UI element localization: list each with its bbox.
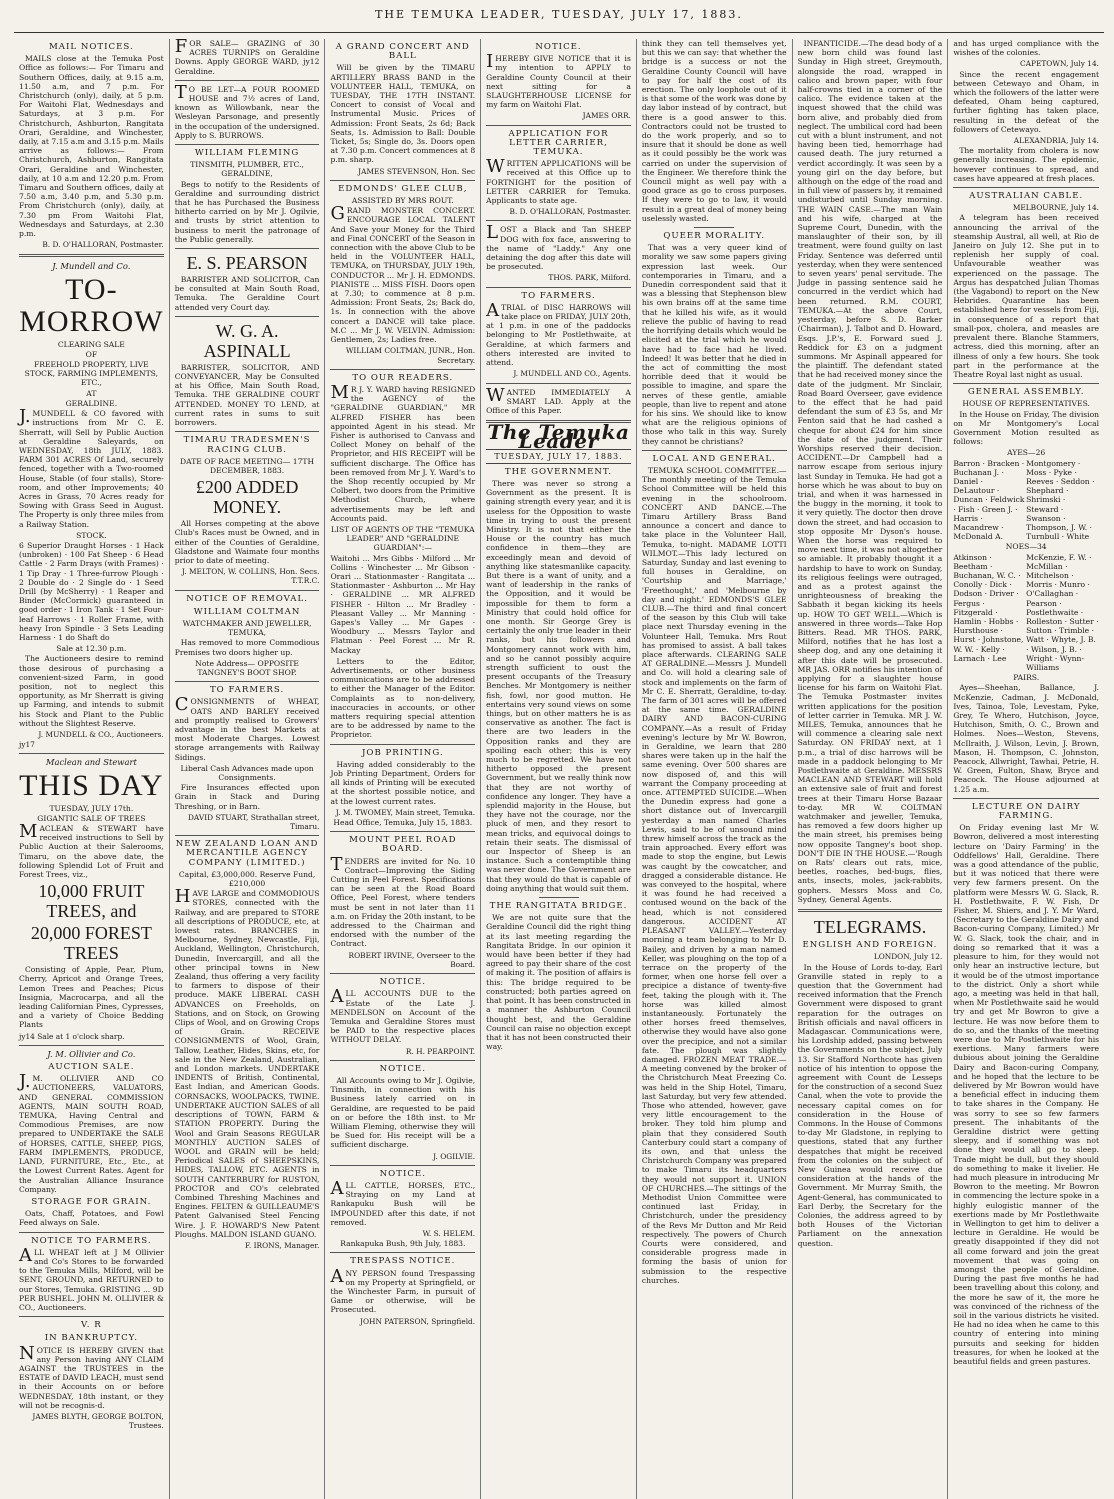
nzloan-heading: NEW ZEALAND LOAN AND MERCANTILE AGENCY COMPANY (LIMITED.) [175,839,319,868]
divider [175,835,320,836]
nzloan-capital: Capital, £3,000,000. Reserve Fund, £210,000 [178,869,316,889]
letter-carrier-ad [486,130,631,217]
divider [330,1165,475,1166]
mail-notices [19,43,164,249]
farmers-body: ATRIAL of DISC HARROWS will take place on FRIDAY, JULY 20th, at 1 p.m. in one of the paddocks belonging to Mr Postlethwaite, at Geraldine, at which farmers and others interested are invited to attend. [486,299,631,368]
divider [486,125,631,126]
racing-heading: TIMARU TRADESMEN'S RACING CLUB. [183,435,311,455]
morality-heading: QUEER MORALITY. [663,231,766,242]
notice-heading: NOTICE. [379,1168,426,1179]
concert-signature: JAMES STEVENSON, Hon. Sec [358,166,476,176]
bridge-continued [642,39,787,223]
stock-list: 6 Superior Draught Horses · 1 Hack (unbroken) · 100 Fat Sheep · 6 Head Cattle · 2 Farm Drays (with Frames) · 1 Tip Dray · 1 Three-furrow Plough · 2 Double do · 2 Single do · 1 Seed Drill (by McSherry) · 1 Reaper and Binder (McCormick) guaranteed in good order · 1 Iron Tank · 1 Set Four-leaf Harrows · 1 Roller Frame, with heavy Iron Spindle · 3 Sets Leading Harness · 1 do Shaft do [19,540,164,642]
assembly-sub: HOUSE OF REPRESENTATIVES. [962,399,1090,409]
auction-heading: GIGANTIC SALE OF TREES [37,813,146,823]
bridge-heading: THE RANGITATA BRIDGE. [489,901,628,912]
noes-right: McKenzie, F. W. · McMillan · Mitchelson · Morris · Munro · O'Callaghan · Pearson · Postlethwaite · Rolleston · Sutter · Sutton · Trimble · Watt · Whyte, J. B. · Wilson, J. B. · Wright · Wynn-Williams [1026,552,1099,672]
sale-time: Sale at 12.30 p.m. [56,644,127,654]
divider [330,973,475,974]
divider [953,383,1099,384]
pearson-name: E. S. PEARSON [186,253,308,274]
bankruptcy-signature: JAMES BLYTH, GEORGE BOLTON, Trustees. [32,1411,164,1431]
auction-sub: CLEARING SALE [57,339,125,349]
notice-signature: J. OGILVIE. [433,1151,476,1161]
telegrams [798,917,943,1248]
bridge-body: We are not quite sure that the Geraldine Council did the right thing at its last meeting regarding the Rangitata Bridge. In our opinion it would have been better if they had agreed to pay their share of the cost of making it. The position of affairs is this: The bridge required to be constructed; both parties agreed on that point. It has been constructed in a manner the Ashburton Council thought best, and the Geraldine Council can raise no objection except that it has not been constructed their way. [486,913,631,1052]
page-masthead [14,8,1104,33]
bankruptcy-heading: IN BANKRUPTCY. [44,1333,138,1344]
divider [19,1316,164,1317]
ayes-heading: AYES—26 [1007,448,1046,458]
cable-heading: AUSTRALIAN CABLE. [969,191,1084,202]
local-body: TEMUKA SCHOOL COMMITTEE.—The monthly meeting of the Temuka School Committee will be held this evening in the schoolroom. CONCERT AND DANCE.—The Timaru Artillery Brass Band announce a concert and dance to take place in the Volunteer Hall, Temuka, to-night. MADAME LOTTI WILMOT.—This lady lectured on Saturday, Sunday and last evening to full houses in Geraldine, on 'Courtship and Marriage,' 'Freethought,' and 'Melbourne by day and night.' EDMONDS'S GLEE CLUB.—The third and final concert of the season by this Club will take place next Thursday evening in the Volunteer Hall, Temuka. Mrs Rout has promised to assist. A ball takes place afterwards. CLEARING SALE AT GERALDINE.—Messrs J. Mundell and Co. will hold a clearing sale of stock and implements on the farm of Mr C. E. Sherratt, Geraldine, to-day. The farm of 301 acres will be offered at the same time. GERALDINE DAIRY AND BACON-CURING COMPANY.—As a result of Friday evening's lecture by Mr W. Bowron, in Geraldine, we learn that 280 shares were taken up in the half the same evening. Over 500 shares are now disposed of, and this will warrant the Company proceeding at once. ATTEMPTED SUICIDE.—When the Dunedin express had gone a short distance out of Invercargill yesterday a man named Charles Lewis, said to be of unsound mind threw himself across the track as the train approached. Every effort was made to stop the engine, but Lewis was caught by the cowcatcher, and dragged a considerable distance. He was conveyed to the hospital, where it was found he had received a contused wound on the back of the head, which is not considered dangerous. ACCIDENT AT PLEASANT VALLEY.—Yesterday morning a team belonging to Mr D. Bailey, and driven by a man named Keller, was ploughing on the top of a terrace on the property of the former, when one horse fell over a precipice a distance of twenty-five feet, taking the plough with it. The horse was killed almost instantaneously. Fortunately the other horses freed themselves, otherwise they would have also gone over the precipice, and not a similar fate. The plough was slightly damaged. FROZEN MEAT TRADE.—A meeting convened by the broker of the Christchurch Meat Freezing Co. was held in the Ship Hotel, Timaru, last Saturday, but very few attended. Those who attended, however, gave very little encouragement to the broker. They told him plump and plain that they considered South Canterbury could start a company of its own, and that unless the Christchurch Company was prepared to make Timaru its headquarters they would not support it. UNION OF CHURCHES.—The sittings of the Methodist Union Committee were continued last Friday, in Christchurch, under the presidency of the Revs Mr Dutton and Mr Reid respectively. The powers of Church Courts were considered, and considerable progress made in forming the basis of union for submission to the respective churches. [641,465,787,1285]
divider [330,369,475,370]
column-7 [948,39,1104,1499]
divider [19,1045,164,1046]
divider [19,254,164,257]
fleming-name: WILLIAM FLEMING [194,148,300,159]
telegrams-body: In the House of Lords to-day, Earl Granville stated in reply to a question that the Government had received information that the French Government were disposed to grant reparation for the outrages on British officials and naval officers in Madagascar. Communications were, his Lordship added, passing between the Governments on the subject. July 13. Sir Stafford Northcote has given notice of his intention to oppose the agreement with Count de Lesseps for the construction of a second Suez Canal, when the vote to provide the necessary capital comes on for consideration in the House of Commons. In the House of Commons to-day Mr Gladstone, in replying to questions, stated that any further despatches that might be received from the colonies on the subject of New Guinea would receive due consideration at the hands of the Government. Mr Murray Smith, the Agent-General, has communicated to Earl Derby, the Secretary for the Colonies, the address agreed to by both Houses of the Victorian Parliament on the annexation question. [797,962,943,1248]
removal-heading: NOTICE OF REMOVAL. [186,593,308,604]
divider [330,1252,475,1253]
trespass-heading: TRESPASS NOTICE. [350,1256,456,1267]
forsale-body: FOR SALE— GRAZING of 30 ACRES TURNIPS on Geraldine Downs. Apply GEORGE WARD, jy12 Geraldine. [174,39,320,76]
paper-nameplate: The Temuka Leader [487,420,630,454]
aspinall-name: W. G. A. ASPINALL [203,320,291,361]
divider [19,1232,164,1233]
capetown-date: CAPETOWN, July 14. [1020,59,1100,69]
noes-list [953,553,1099,673]
telegrams-continued [953,39,1099,183]
ayes-right: Montgomery · Moss · Pyke · Reeves · Seddon · Shephard · Shrimski · Steward · Swanson · Thompson, J. W. · Turnbull · White [1026,458,1095,542]
coltman-trade: WATCHMAKER AND JEWELLER, TEMUKA, [182,618,312,638]
divider [19,753,164,754]
auction-signature: J. MUNDELL & CO., Auctioneers. [38,730,164,739]
local-continued-body: INFANTICIDE.—The dead body of a new born child was found last Sunday in High street, Greymouth, alongside the road, wrapped in calico and brown paper, with four half-crowns tied in a corner of the calico. The evidence taken at the inquest showed that the child was born alive, and probably died from neglect. The umbilical cord had been cut with a blunt instrument, and not having been tied, hemorrhage had caused death. The jury returned a verdict accordingly. It was seen by a young girl on the day before, but although on the edge of the road and in full view of passers by, it remained undisturbed until Sunday morning. THE WAIN CASE.—The man Wain and his wife, charged at the Supreme Court, Dunedin, with the manslaughter of their son, by ill treatment, were found guilty on last Friday. Sentence was deferred until yesterday, when they were sentenced to seven years' penal servitude. The Judge in passing sentence said he concurred in the verdict which had been returned. R.M. COURT, TEMUKA.—At the above Court, yesterday, before S. D. Barker (Chairman), J. Talbot and D. Howard, Esqs. J.P.'s, E. Forward sued J. Reddick for £3 on a judgment summons. Mr Aspinall appeared for the plaintiff. The defendant stated that he had received money since the date of the judgment. Mr Sinclair, Road Board Overseer, gave evidence to the effect that he had paid defendant the sum of £3 5s, and Mr Fenton said that he had cashed a cheque for about £24 for him since the date of the judgment. Their Worships reserved their decision. ACCIDENT.—Dr Campbell had a narrow escape from serious injury last Sunday in Temuka. He had got a horse which he was about to buy on trial, and when it was harnessed in the buggy in the morning, it took to it very quietly. The doctor then drove down the street, and had occasion to stop opposite Mr Dyson's house. When the horse was required to move next time, it was not altogether so amiable. It probably thought it a hardship to have to work on Sunday, its religious feelings were outraged, and as a protest against the unrighteousness of breaking the Sabbath it began kicking its heels up. HOW TO GET WELL.—Which is answered in three words—Take Hop Bitters. Read. MR THOS. PARK, Milford, notifies that he has lost a sheep dog, and any one detaining it after this date will be prosecuted. MR JAS. ORR notifies his intention of applying for a slaughter house license for his farm on Waitohi Flat. The Temuka Postmaster invites written applications for the position of letter carrier in Temuka. MR J. W. MILES, Temuka, announces that he will commence a clearing sale next Saturday. ON FRIDAY next, at 1 p.m., a trial of disc harrows will be made in a paddock belonging to Mr Postlethwaite at Geraldine. MESSRS MACLEAN AND STEWART will hold an extensive sale of fruit and forest trees at their Timaru Horse Bazaar to-day. MR W. COLTMAN watchmaker and jeweller, Temuka, has removed a few doors higher up the main street, his premises being now opposite Tangney's boot shop. DON'T DIE IN THE HOUSE.—'Rough on Rats' clears out rats, mice, beetles, roaches, bed-bugs, flies, ants, insects, moles, jack-rabbits, gophers. Messrs Moss and Co, Sydney, General Agents. [797,39,943,904]
auction-detail: Consisting of Apple, Pear, Plum, Cherry, Apricot and Orange Trees, Lemon Trees and Peaches; Picus Insignia, Macrocarpa, and all the leading Californian Pines, Cypresses, and a variety of Choice Bedding Plants [19,965,164,1030]
glee-signature: WILLIAM COLTMAN, JUNR., Hon. Secretary. [345,346,476,365]
telegrams-continued-body: and has urged compliance with the wishes of the colonies. [953,39,1100,58]
editorial-bridge [486,902,631,1051]
peel-heading: MOUNT PEEL ROAD BOARD. [349,835,457,855]
coltman-ad [175,595,320,678]
divider [798,909,943,912]
divider [175,681,320,682]
divider [486,383,631,384]
racing-date: DATE OF RACE MEETING— 17TH DECEMBER, 1883. [180,456,315,475]
notice-date: Rankapuka Bush, 9th July, 1883. [340,1239,466,1249]
notice-heading: NOTICE. [535,42,582,52]
noes-heading: NOES—34 [1005,542,1047,552]
glee-body: GRAND MONSTER CONCERT. ENCOURAGE LOCAL TALENT And Save your Money for the Third and Final CONCERT of the Season in connection with the above Club to be held in the VOLUNTEER HALL, TEMUKA, on THURSDAY, JULY 19th, CONDUCTOR ... Mr J. H. EDMONDS. PIANISTE ... MISS FISH. Doors open at 7.30; to commence at 8 p.m. Admission: Front Seats, 2s; Back do, 1s. In connection with the above concert a DANCE will take place. M.C ... Mr J. W. VELVIN. Admission: Gentlemen, 2s; Ladies free. [330,203,476,345]
trespass-body: ANY PERSON found Trespassing on my Property at Springfield, or the Winchester Farm, in pursuit of Game or otherwise, will be Prosecuted. [330,1265,476,1315]
lost-body: LOST a Black and Tan SHEEP DOG with fox face, answering to the name of "Laddy." Any one detaining the dog after this date will be prosecuted. [486,222,631,272]
racing-signature: J. MELTON, W. COLLINS, Hon. Secs. T.T.R.C. [181,567,320,586]
masthead-title: THE TEMUKA LEADER, TUESDAY, JULY 17, 1883. [375,8,743,21]
storage-heading: STORAGE FOR GRAIN. [31,1196,152,1207]
carrier-signature: B. D. O'HALLORAN, Postmaster. [509,207,631,217]
readers-notice [330,374,475,740]
peel-signature: ROBERT IRVINE, Overseer to the Board. [348,950,476,969]
govt-body: There was never so strong a Government as the present. It is gaining strength every year, and it is useless for the Opposition to waste time in trying to oust the present Ministry. It is not that either the House or the country has much confidence in them—they are exceedingly mean and devoid of anything like statesmanlike capacity. But there is a want of unity, and a want of leadership in the ranks of the Opposition, and it would be impossible for them to form a Ministry that could hold office for one month. Sir George Grey is certainly the only true leader in their ranks, but his followers and Montgomery cannot work with him, and so he cannot possibly acquire strength sufficient to oust the present occupants of the Treasury Benches. Mr Montgomery is neither fish, fowl, nor good mutton. He entertains very sound views on some things, but on other matters he is as conservative as another. The fact is there are two leaders in the Opposition ranks and they are spoiling each other; this is very much to be regretted. We have not hitherto opposed the present Government, but we really think now that they are not worthy of confidence any longer. They have a splendid majority in the House, but they have not the courage, nor the pluck of men, and they resort to mean tricks, and equivocal doings to retain their seats. The dismissal of our Inspector of Sheep is an instance. Such a contemptible thing was never done. The Government are that they would do that is capable of doing anything that would suit them. [486,478,631,893]
glee-club-ad [330,185,475,365]
column-4 [481,39,637,1499]
printing-ad [330,749,475,828]
divider [330,180,475,181]
farmers-body: ALL WHEAT left at J M Ollivier and Co's Stores to be forwarded to the Temuka Mills, Milford, will be SENT, GROUND, and RETURNED to our Stores, Temuka. GRISTING ... 9D PER BUSHEL. JOHN M. OLLIVIER & CO., Auctioneers. [19,1244,164,1312]
storage-body: Oats, Chaff, Potatoes, and Fowl Feed always on Sale. [19,1209,164,1228]
auction-sub: FREEHOLD PROPERTY, LIVE STOCK, FARMING IMPLEMENTS, ETC., [24,360,159,388]
columns [14,39,1104,1499]
pearson-ad [175,253,320,312]
alexandria-body: The mortality from cholera is now generally increasing. The epidemic, however continues to spread, and cases have appeared at fresh places. [953,146,1100,183]
bridge-continued-body: think they can tell themselves yet, but this we can say: that whether the bridge is a success or not the Geraldine County Council will have to pay for half the cost of its erection. The only loophole out of it is that some of the work was done by day labor instead of by contract, but there is a good answer to this. Contractors could not be trusted to do the work properly, and so to insure that it should be done as well as it could possibly be the work was carried on under the supervision of the Engineer. We therefore think the Council might as well pay with a good grace as go to cross purposes. If they were to go to law, it would result in a great deal of money being uselessly wasted. [641,39,787,223]
notice-1 [330,978,475,1056]
bankruptcy-notice [19,1321,164,1430]
wanted-ad [486,384,631,416]
assembly-heading: GENERAL ASSEMBLY. [967,387,1085,398]
nzloan-signature: F. IRONS, Manager. [244,1240,320,1250]
morality-body: That was a very queer kind of morality we saw some papers giving expression last week. Our contemporaries in Timaru, and a Dunedin correspondent said that it was a blessing that Stephenson blew his own brains off at the same time that he killed his wife, as it would relieve the public of having to read the horrifying details which would be elicited at the trial which he would have had to face had he lived. Indeed! It was better that he died in the act of committing the most horrible deed that it would be possible to imagine, and spare the nerves of these gentle, amiable people, than live to repent and atone for his sins. We should like to know what are the religious opinions of those who talk in this way. Surely they cannot be christians? [641,243,787,446]
noes-left: Atkinson · Beetham · Buchanan, W. C. · Conolly · Dick · Dodson · Driver · Fergus · Fitzgerald · Hamlin · Hobbs · Hursthouse · Hurst · Johnstone, W. W. · Kelly · Larnach · Lee [953,552,1024,663]
farmers-heading: NOTICE TO FARMERS. [31,1235,152,1246]
telegrams-sub: ENGLISH AND FOREIGN. [802,940,938,951]
trespass-notice [330,1257,475,1325]
cable-body: A telegram has been received announcing the arrival of the steamship Austral, all well, at Rio de Janeiro on July 12. She put in to replenish her supply of coal. Unfavourable weather was experienced on the passage. The Argus has despatched Julian Thomas (the Vagabond) to report on the New Hebrides. Quarantine has been established here for vessels from Fiji, in consequence of a report that small-pox, cholera, and measles are prevalent there. Blanche Stammers, actress, died this morning, after an illness of only a few hours. She took part in the performance at the Theatre Royal last night as usual. [953,213,1100,379]
column-2 [170,39,326,1499]
auction-body: J.MUNDELL & CO favored with instructions from Mr C. E. Sherratt, will Sell by Public Auction at Geraldine Saleyards, on WEDNESDAY, 18th JULY, 1883. FARM 301 ACRES Of Land, securely fenced, together with a Two-roomed House, Stable (of four stalls), Store-room, and other Improvements; 40 Acres in Grass, 70 Acres ready for Sowing with Grass Seed in August. The Property is only three miles from a Railway Station. [19,406,164,529]
auction-sub: OF [85,349,98,359]
lost-dog-ad [486,222,631,283]
divider [539,897,579,898]
pairs-body: Ayes—Sheehan, Ballance, J. McKenzie, Cadman, J. McDonald, Ives, Tainoa, Tole, Levestam, Pyke, Grey, Te Whero, Hutchison, Joyce, Hutchison, Smith, O. C., Brown and Holmes. Noes—Weston, Stevens, McIlraith, J. Wilson, Levin, J. Brown, Mason, H. Thompson, C. Johnston, Peacock, Allwright, Tawhai, Petrie, H. W. Green, Fulton, Shaw, Bryce and Peacock. The House adjourned at 1.25 a.m. [953,683,1100,794]
stuart-ad [175,686,320,831]
notice-body: All Accounts owing to Mr J. Ogilvie, Tinsmith, in connection with his Business lately carried on in Geraldine, are requested to be paid on or before the 18th inst. to Mr William Fleming, otherwise they will be Sued for. His receipt will be a sufficient discharge. [330,1075,476,1150]
to-let-ad [174,81,320,140]
for-sale-ad [175,39,320,76]
tolet-body: TO BE LET—A FOUR ROOMED HOUSE and 7½ acres of Land, known as Willowbank, near the Wesleyan Parsonage, and presently in the occupation of the undersigned. Apply to S. BURROWS. [174,81,320,140]
tree-sale [19,758,164,1040]
divider [953,187,1099,188]
notice-body: ALL CATTLE, HORSES, ETC., Straying on my Land at Rankapuku Bush will be IMPOUNDED after this date, if not removed. [330,1177,476,1227]
ollivier-auction [19,1050,164,1312]
racing-body: All Horses competing at the above Club's Races must be Owned, and in either of the Counties of Geraldine, Gladstone and Waimate four months prior to date of meeting. [174,519,320,565]
concert-body: Will be given by the TIMARU ARTILLERY BRASS BAND in the VOLUNTEER HALL, TEMUKA, on TUESDAY, THE 17TH INSTANT. Concert to consist of Vocal and Instrumental Music. Prices of Admission: Front Seats, 2s 6d; Back Seats, 1s. Admission to Ball: Double Ticket, 5s; Single do, 3s. Doors open at 7.30 p.m. Concert commences at 8 p.m. sharp. [330,63,476,165]
column-5 [637,39,793,1499]
auction-firm: J. Mundell and Co. [52,261,131,272]
telegrams-date: LONDON, July 12. [873,952,943,962]
auction-banner: TO-MORROW [19,272,164,338]
column-6 [793,39,949,1499]
auction-date: TUESDAY, JULY 17th. [49,803,134,813]
ayes-left: Barron · Bracken · Buchanan J. · Daniel · DeLautour · Duncan · Feldwick · Fish · Green J. · Harris · Macandrew · McDonald A. [953,458,1025,542]
divider [330,831,475,832]
auction-sub: AT [86,388,97,398]
nzloan-body: HAVE LARGE and COMMODIOUS STORES, connected with the Railway, and are prepared to STORE all descriptions of PRODUCE, etc, at lowest rates. BRANCHES in Melbourne, Sydney, Newcastle, Fiji, Auckland, Wellington, Christchurch, Dunedin, Invercargill, and all the other principal towns in New Zealand, thus offering a very facility to farmers to dispose of their produce. MAKE LIBERAL CASH ADVANCES on Freeholds, on Stations, and on Stock, on Growing Clips of Wool, and on Growing Crops of Grain. RECEIVE CONSIGNMENTS of Wool, Grain, Tallow, Leather, Hides, Skins, etc, for sale in the New Zealand, Australian, and London markets. UNDERTAKE INDENTS of British, Continental, East Indian, and American Goods. CORNSACKS, WOOLPACKS, TWINE. UNDERTAKE AUCTION SALES of all descriptions of TOWN, FARM & STATION PROPERTY. During the Wool and Grain Seasons REGULAR MONTHLY AUCTION SALES of WOOL and GRAIN will be held; Periodical SALES of SHEEPSKINS, HIDES, TALLOW, ETC. AGENTS in SOUTH CANTERBURY for RUSTON, PROCTOR and CO's celebrated Combined Threshing Machines and Engines. FELTEN & GUILLEAUME'S Patent Galvanised Steel Fencing Wire. J. F. HOWARD'S New Patent Ploughs. MALDON ISLAND GUANO. [174,886,320,1239]
printing-heading: JOB PRINTING. [361,747,444,758]
farmers-heading: TO FARMERS. [521,290,596,301]
peel-body: TENDERS are invited for No. 10 Contract—Improving the Siding Cutting in Peel Forest. Specifications can be seen at the Road Board Office, Peel Forest, where tenders must be sent in not later than 11 a.m. on Friday the 20th instant, to be addressed to the Chairman and endorsed with the number of the Contract. [330,853,476,949]
aspinall-ad [175,321,320,427]
mail-signature: B. D. O'HALLORAN, Postmaster. [42,240,164,250]
printing-signature: J. M. TWOMEY, Main street, Temuka. [335,807,476,817]
local-heading: LOCAL AND GENERAL. [652,453,776,464]
carrier-body: WRITTEN APPLICATIONS will be received at this Office up to FORTNIGHT for the position of LETTER CARRIER for Temuka. Applicants to state age. [486,156,631,206]
carrier-heading: APPLICATION FOR LETTER CARRIER, TEMUKA. [508,128,609,158]
agents-list: Waitohi ... Mrs Gibbs · Milford ... Mr Collins · Winchester ... Mr Gibson · Orari ... Stationmaster · Rangitata ... Stationmaster · Ashburton ... Mr Hay · GERALDINE ... MR ALFRED FISHER · Hilton ... Mr Bradley · Pleasant Valley ... Mr Manning · Gapes's Valley ... Mr Gapes · Woodbury ... Messrs Taylor and Flatman · Peel Forest ... Mr R. Mackay [330,553,476,655]
farmers2-signature: DAVID STUART, Strathallan street, Timaru. [187,812,320,831]
glee-heading: EDMONDS' GLEE CLUB, [338,183,468,194]
auction-firm: Maclean and Stewart [45,757,137,768]
divider [486,220,631,221]
notice-signature: JAMES ORR. [582,111,631,121]
auction-ref: jy17 [19,740,35,750]
fleming-body: Begs to notify to the Residents of Geraldine and surrounding district that he has Purchased the Business hitherto carried on by Mr J. Ogilvie, and trusts by strict attention to business to merit the patronage of the Public generally. [174,179,320,244]
divider [953,798,1099,799]
auction-firm: J. M. Ollivier and Co. [47,1048,136,1059]
pairs-heading: PAIRS. [1013,673,1040,683]
notice-3 [330,1170,475,1249]
printing-office: Head Office, Temuka, July 15, 1883. [333,818,473,828]
divider [330,1060,475,1061]
editorial-morality [642,232,787,446]
australian-cable [953,192,1099,379]
capetown-body: Since the recent engagement between Cetewayo and Oham, in which the followers of the latter were defeated, Oham being captured, further fighting has taken place, resulting in the defeat of the followers of Cetewayo. [953,69,1100,134]
telegrams-heading: TELEGRAMS. [813,917,927,938]
notice-2 [330,1065,475,1161]
peel-road-ad [330,836,475,969]
coltman-name: WILLIAM COLTMAN [193,606,301,617]
printing-body: Having added considerably to the Job Printing Department, Orders for all kinds of Printing will be executed at the shortest possible notice, and at the lowest current rates. [330,759,476,806]
concert-ad [330,43,475,176]
divider [330,744,475,745]
readers-heading: TO OUR READERS. [352,372,454,383]
slaughterhouse-notice [486,43,631,121]
glee-sub: ASSISTED BY MRS ROUT. [351,196,454,206]
notice-body: ALL ACCOUNTS DUE to the Estate of the Late J. MENDELSON on Account of the Temuka and Geraldine Stores must be PAID to the respective places WITHOUT DELAY. [330,986,476,1045]
notice-heading: NOTICE. [379,977,426,988]
fleming-trade: TINSMITH, PLUMBER, ETC., GERALDINE, [190,160,304,179]
paper-dateline: TUESDAY, JULY 17, 1883. [486,449,631,464]
auction-sub: GERALDINE. [65,398,118,408]
coltman-body: Has removed to more Commodious Premises two doors higher up. [174,638,320,657]
local-continued [798,39,943,904]
racing-money: £200 ADDED MONEY. [195,477,299,518]
racing-club-ad [175,436,320,585]
stock-heading: STOCK. [76,530,107,540]
bankruptcy-body: NOTICE IS HEREBY GIVEN that any Person having ANY CLAIM AGAINST the TRUSTEES in the ESTATE of DAVID LEACH, must send in their Accounts on or before WEDNESDAY, 18th instant, or they will not be recognis-d. [19,1342,164,1410]
notice-heading: NOTICE. [379,1063,426,1074]
ayes-list [953,459,1099,542]
general-assembly [953,388,1099,794]
auction-ref: jy14 Sale at 1 o'clock sharp. [19,1031,125,1041]
auction-body: MACLEAN & STEWART have received instructions to Sell by Public Auction at their Salerooms, Timaru, on the above date, the following Splendid Lot of Fruit and Forest Trees, viz., [19,821,164,880]
coltman-note: Note Address— OPPOSITE TANGNEY'S BOOT SHOP. [195,658,299,677]
lecture-body: On Friday evening last Mr W. Bowron, delivered a most interesting lecture on 'Dairy Farming' in the Oddfellows' Hall, Geraldine. There was a good attendance of the public, but it was noticed that there were very few farmers present. On the platform were Messrs W. G. Slack, R. H. Postlethwaite, F. W. Fish, Dr Fisher, M. Shiers, and J. Y. Mr Ward, (Secretary to the Geraldine Dairy and Bacon-curing Company, Limited.) Mr W. G. Slack, took the chair, and in doing so remarked that it was a pleasure to him, for they would not only hear an instructive lecture, but it would be of the utmost importance to the district. Only a short while ago, a meeting was held in that hall, when Mr Postlethwaite said he would try and get Mr Bowron to give a lecture. He was now before them to do so, and the thanks of the meeting were due to Mr Postlethwaite for his exertions. Many farmers were dubious about joining the Geraldine Dairy and Bacon-curing Company, and he hoped that the lecture to be delivered by Mr Bowron would have a beneficial effect in inducing them to take shares in the Company. He was sorry to see so few farmers present. The inhabitants of the Geraldine district were getting sleepy, and if something was not done they would all go to sleep. Trade might be dull, but they should do something to make it livelier. He had much pleasure in introducing Mr Bowron to the meeting. Mr Bowron in commencing the lecture spoke in a highly eulogistic manner of the exertions made by Mr Postlethwaite in Wellington to get him to deliver a lecture in Geraldine. He would be greatly disappointed if they did not all come forward and join the great movement that was going on amongst the people of Geraldine. During the past five months he had been travelling about this colony, and the more he saw of it, the more he was convinced of the richness of the soil in the various districts he visited. He had no idea when he came to this country of entering into mining pursuits and seeking for hidden treasures, for when he looked at the beautiful fields and green pastures. [953,823,1100,1367]
disc-harrow-ad [486,292,631,379]
lecture-heading: LECTURE ON DAIRY FARMING. [971,801,1081,822]
auction-banner: THIS DAY [19,768,164,802]
divider [175,144,320,145]
assembly-body: In the House on Friday, The division on Mr Montgomery's Local Government Motion resulted as follows: [953,409,1100,447]
auction-body: J.M. OLLIVIER AND CO AUCTIONEERS, VALUATORS, AND GENERAL COMMISSION AGENTS, MAIN SOUTH ROAD, TEMUKA, Having Central and Commodious Premises, are now prepared to UNDERTAKE the SALE of HORSES, CATTLE, SHEEP, PIGS, FARM IMPLEMENTS, PRODUCE, LAND, FURNITURE, Etc., Etc., at the Lowest Current Rates. Agent for the Australian Alliance Insurance Company. [19,1071,164,1194]
farmers-signature: J. MUNDELL AND CO., Agents. [513,369,631,379]
divider [175,248,320,249]
farmers2-fire: Fire Insurances effected upon Grain in Stack and During Threshing, or in Barn. [174,783,320,811]
readers-body: MR J. Y. WARD having RESIGNED the AGENCY of the "GERALDINE GUARDIAN," MR ALFRED FISHER has been appointed Agent in his stead. Mr Fisher is authorised to Canvass and Collect Money on behalf of the Proprietor, and HIS RECEIPT will be sufficient discharge. The Office has been removed from Mr J. Y. Ward's to the Shop recently occupied by Mr Colbert, two doors from the Primitive Methodist Church, where advertisements may be left and Accounts paid. [330,381,476,523]
lost-signature: THOS. PARK, Milford. [548,273,631,283]
forest-trees: 20,000 FOREST TREES [30,923,152,964]
auction-note: The Auctioneers desire to remind those desirous of purchasing a convenient-sized Farm, in good position, not to neglect this opportunity, as Mr Sherratt is giving up Farming, and intends to submit his Stock and Plant to the Public without the Slightest Reserve. [19,654,164,728]
aspinall-body: BARRISTER, SOLICITOR, AND CONVEYANCER, May be Consulted at his Office, Main South Road, Temuka. THE GERALDINE COURT ATTENDED. MONEY TO LEND, at current rates in sums to suit borrowers. [174,362,320,428]
notice-signature: R. H. PEARPOINT. [405,1046,476,1056]
column-3 [325,39,481,1499]
notice-body: IHEREBY GIVE NOTICE that it is my intention to APPLY to Geraldine County Council at their next sitting for a SLAUGHTERHOUSE LICENSE for my farm on Waitohi Flat. [486,51,631,110]
dairy-lecture [953,803,1099,1366]
royal-cipher: V. R [81,1320,102,1331]
alexandria-date: ALEXANDRIA, July 14. [1013,136,1100,146]
editorial-government [486,468,631,893]
divider [175,590,320,591]
pearson-body: BARRISTER AND SOLICITOR, Can be consulted at Main South Road, Temuka. The Geraldine Court attended very Court day. [174,275,320,312]
letters-body: Letters to the Editor, Advertisements, or other business communications are to be addressed to either the Manager of the Editor. Complaints as to non-delivery, inaccuracies in accounts, or other matters requiring special attention are to be addressed by name to the Proprietor. [330,656,476,740]
farmers2-heading: TO FARMERS. [209,685,285,696]
fleming-ad [175,149,320,244]
divider [694,227,734,228]
divider [642,450,787,451]
auction-heading: AUCTION SALE. [48,1062,135,1073]
wanted-body: WANTED IMMEDIATELY A SMART LAD. Apply at the Office of this Paper. [486,384,631,415]
local-general [642,455,787,1285]
column-1 [14,39,170,1499]
mail-heading: MAIL NOTICES. [49,42,134,52]
govt-heading: THE GOVERNMENT. [504,466,613,477]
trespass-signature: JOHN PATERSON, Springfield. [360,1316,476,1326]
farmers2-body: CONSIGNMENTS of WHEAT, OATS AND BARLEY received and promptly realised to Growers' advantage in the best Markets at most Moderate Charges. Lowest storage arrangements with Railway Sidings. [174,694,320,762]
fruit-trees: 10,000 FRUIT TREES, and [38,881,145,922]
agents-heading: LIST OF AGENTS OF THE "TEMUKA LEADER" AND "GERALDINE GUARDIAN":— [330,524,475,553]
cable-date: MELBOURNE, July 14. [1012,203,1100,213]
divider [175,80,320,81]
notice-signature: W. S. HELEM. [422,1228,476,1238]
divider [486,287,631,288]
mail-body: MAILS close at the Temuka Post Office as follows:— For Timaru and Southern Offices, daily, at 9.15 a.m, 11.50 a.m, and 7 p.m. For Christchurch (only), daily, at 5 p.m. For Waitohi Flat, Wednesdays and Saturdays, at 3 p.m. For Christchurch, Ashburton, Rangitata Orari, Geraldine, and Winchester, daily, at 7.15 a.m and 3.15 p.m. Mails arrive as follows:— From Christchurch, Ashburton, Rangitata Orari, Geraldine and Winchester, daily, at 10 a.m and 12.20 p.m. From Timaru and Southern offices, daily at 7.50 a.m, 3.40 p.m, and 5.30 p.m. From Christchurch (only), daily, at 7.30 pm From Waitohi Flat, Wednesdays and Saturdays, at 2.30 p.m. [19,54,164,239]
farmers2-advance: Liberal Cash Advances made upon Consignments. [180,763,314,782]
divider [175,316,320,317]
mundell-auction [19,262,164,749]
divider [175,431,320,432]
concert-heading: A GRAND CONCERT AND BALL [335,42,470,62]
nzloan-ad [175,840,320,1250]
